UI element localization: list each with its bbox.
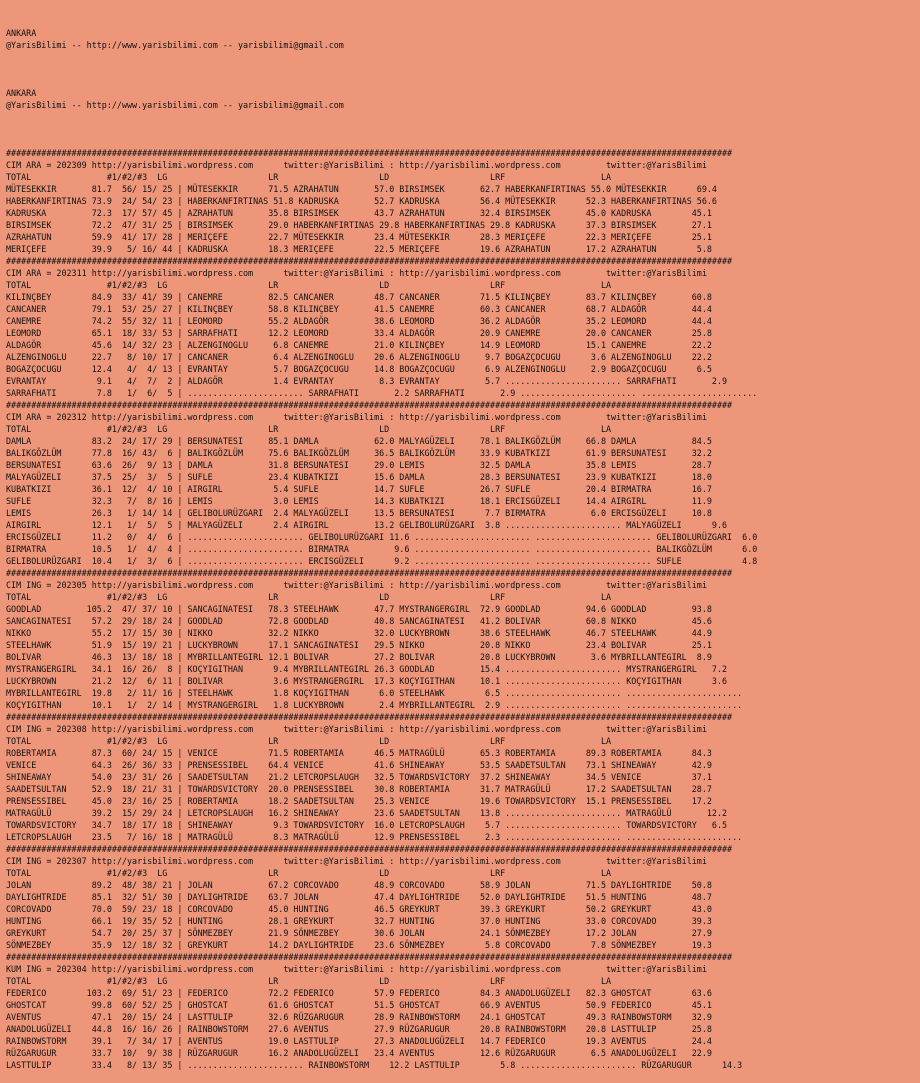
result-row: SARRAFHATI 7.8 1/ 6/ 5 | ....................... SARRAFHATI 2.2 SARRAFHATI 2.9 ....................... ....................... <box>6 388 758 398</box>
result-row: ERCISGÜZELI 11.2 0/ 4/ 6 | ....................... GELIBOLURÜZGARI 11.6 ....................... ....................... GELIBOLURÜZGARI 6.0 <box>6 532 758 542</box>
result-row: GOODLAD 105.2 47/ 37/ 10 | SANCAGINATESI 78.3 STEELHAWK 47.7 MYSTRANGERGIRL 72.9 GOODLAD 94.6 GOODLAD 93.8 <box>6 604 712 614</box>
result-row: TOWARDSVICTORY 34.7 18/ 17/ 18 | SHINEAWAY 9.3 TOWARDSVICTORY 16.0 LETCROPSLAUGH 5.7 ....................... TOWARDSVICTORY 6.5 <box>6 820 728 830</box>
result-row: LEMIS 26.3 1/ 14/ 14 | GELIBOLURÜZGARI 2.4 MALYAGÜZELI 13.5 BERSUNATESI 7.7 BIRMATRA 6.0 ERCISGÜZELI 10.8 <box>6 508 712 518</box>
header-line: @YarisBilimi -- http://www.yarisbilimi.com -- yarisbilimi@gmail.com <box>6 100 344 110</box>
result-row: SHINEAWAY 54.0 23/ 31/ 26 | SAADETSULTAN 21.2 LETCROPSLAUGH 32.5 TOWARDSVICTORY 37.2 SHINEAWAY 34.5 VENICE 37.1 <box>6 772 712 782</box>
result-row: BOLIVAR 46.3 13/ 18/ 18 | MYBRILLANTEGIRL 12.1 BOLIVAR 27.2 BOLIVAR 20.8 LUCKYBROWN 3.6 MYBRILLANTEGIRL 8.9 <box>6 652 712 662</box>
section-title: KUM ING = 202304 http://yarisbilimi.wordpress.com twitter:@YarisBilimi : http://yarisbilimi.wordpress.com twitter:@YarisBilimi <box>6 964 707 974</box>
result-row: SUFLE 32.3 7/ 8/ 16 | LEMIS 3.0 LEMIS 14.3 KUBATKIZI 18.1 ERCISGÜZELI 14.4 AIRGIRL 11.9 <box>6 496 712 506</box>
separator-line: ################################################################################################################################################ <box>6 148 733 158</box>
result-row: BOGAZÇOCUGU 12.4 4/ 4/ 13 | EVRANTAY 5.7 BOGAZÇOCUGU 14.8 BOGAZÇOCUGU 6.9 ALZENGINOGLU 2.9 BOGAZÇOCUGU 6.5 <box>6 364 712 374</box>
result-row: AVENTUS 47.1 20/ 15/ 24 | LASTTULIP 32.6 RÜZGARUGUR 28.9 RAINBOWSTORM 24.1 GHOSTCAT 49.3 RAINBOWSTORM 32.9 <box>6 1012 712 1022</box>
result-row: MALYAGÜZELI 37.5 25/ 3/ 5 | SUFLE 23.4 KUBATKIZI 15.6 DAMLA 28.3 BERSUNATESI 23.9 KUBATKIZI 18.0 <box>6 472 712 482</box>
result-row: KOÇYIGITHAN 10.1 1/ 2/ 14 | MYSTRANGERGIRL 1.8 LUCKYBROWN 2.4 MYBRILLANTEGIRL 2.9 ....................... ....................... <box>6 700 743 710</box>
result-row: MYSTRANGERGIRL 34.1 16/ 26/ 8 | KOÇYIGITHAN 9.4 MYBRILLANTEGIRL 26.3 GOODLAD 15.4 ....................... MYSTRANGERGIRL 7.2 <box>6 664 728 674</box>
result-row: LEOMORD 65.1 18/ 33/ 53 | SARRAFHATI 12.2 LEOMORD 33.4 ALDAGÖR 20.9 CANEMRE 20.0 CANCANER 25.8 <box>6 328 712 338</box>
result-row: PRENSESSIBEL 45.0 23/ 16/ 25 | ROBERTAMIA 18.2 SAADETSULTAN 25.3 VENICE 19.6 TOWARDSVICTORY 15.1 PRENSESSIBEL 17.2 <box>6 796 712 806</box>
result-row: MATRAGÜLÜ 39.2 15/ 29/ 24 | LETCROPSLAUGH 16.2 SHINEAWAY 23.6 SAADETSULTAN 13.8 ....................... MATRAGÜLÜ 12.2 <box>6 808 728 818</box>
race-section <box>6 711 918 843</box>
result-row: LASTTULIP 33.4 8/ 13/ 35 | ....................... RAINBOWSTORM 12.2 LASTTULIP 5.8 ....................... RÜZGARUGUR 14.3 <box>6 1060 743 1070</box>
column-header-row: TOTAL #1/#2/#3 LG LR LD LRF LA <box>6 424 612 434</box>
section-title: CIM ING = 202307 http://yarisbilimi.wordpress.com twitter:@YarisBilimi : http://yarisbilimi.wordpress.com twitter:@YarisBilimi <box>6 856 707 866</box>
result-row: MERIÇEFE 39.9 5/ 16/ 44 | KADRUSKA 18.3 MERIÇEFE 22.5 MERIÇEFE 19.6 AZRAHATUN 17.2 AZRAHATUN 5.8 <box>6 244 712 254</box>
separator-line: ################################################################################################################################################ <box>6 400 733 410</box>
section-title: CIM ING = 202308 http://yarisbilimi.wordpress.com twitter:@YarisBilimi : http://yarisbilimi.wordpress.com twitter:@YarisBilimi <box>6 724 707 734</box>
result-row: KUBATKIZI 36.1 12/ 4/ 10 | AIRGIRL 5.4 SUFLE 14.7 SUFLE 26.7 SUFLE 20.4 BIRMATRA 16.7 <box>6 484 712 494</box>
section-title: CIM ING = 202305 http://yarisbilimi.wordpress.com twitter:@YarisBilimi : http://yarisbilimi.wordpress.com twitter:@YarisBilimi <box>6 580 707 590</box>
result-row: DAYLIGHTRIDE 85.1 32/ 51/ 30 | DAYLIGHTRIDE 63.7 JOLAN 47.4 DAYLIGHTRIDE 52.0 DAYLIGHTRIDE 51.5 HUNTING 48.7 <box>6 892 712 902</box>
separator-line: ################################################################################################################################################ <box>6 844 733 854</box>
column-header-row: TOTAL #1/#2/#3 LG LR LD LRF LA <box>6 976 612 986</box>
result-row: MYBRILLANTEGIRL 19.8 2/ 11/ 16 | STEELHAWK 1.8 KOÇYIGITHAN 6.0 STEELHAWK 6.5 ....................... ....................... <box>6 688 743 698</box>
race-sections <box>6 147 918 1071</box>
header-line: ANKARA <box>6 88 37 98</box>
result-row: CANEMRE 74.2 55/ 32/ 11 | LEOMORD 55.2 ALDAGÖR 38.6 LEOMORD 36.2 ALDAGÖR 35.2 LEOMORD 44.4 <box>6 316 712 326</box>
column-header-row: TOTAL #1/#2/#3 LG LR LD LRF LA <box>6 280 612 290</box>
result-row: BIRSIMSEK 72.2 47/ 31/ 25 | BIRSIMSEK 29.0 HABERKANFIRTINAS 29.8 HABERKANFIRTINAS 29.8 KADRUSKA 37.3 BIRSIMSEK 27.1 <box>6 220 712 230</box>
column-header-row: TOTAL #1/#2/#3 LG LR LD LRF LA <box>6 172 612 182</box>
result-row: VENICE 64.3 26/ 36/ 33 | PRENSESSIBEL 64.4 VENICE 41.6 SHINEAWAY 53.5 SAADETSULTAN 73.1 SHINEAWAY 42.9 <box>6 760 712 770</box>
race-section <box>6 567 918 711</box>
section-title: CIM ARA = 202312 http://yarisbilimi.wordpress.com twitter:@YarisBilimi : http://yarisbilimi.wordpress.com twitter:@YarisBilimi <box>6 412 707 422</box>
race-section <box>6 255 918 399</box>
column-header-row: TOTAL #1/#2/#3 LG LR LD LRF LA <box>6 736 612 746</box>
document-header <box>6 27 918 123</box>
result-row: CANCANER 79.1 53/ 25/ 27 | KILINÇBEY 58.8 KILINÇBEY 41.5 CANEMRE 60.3 CANCANER 68.7 ALDAGÖR 44.4 <box>6 304 712 314</box>
result-row: ANADOLUGÜZELI 44.8 16/ 16/ 26 | RAINBOWSTORM 27.6 AVENTUS 27.9 RÜZGARUGUR 20.8 RAINBOWSTORM 20.8 LASTTULIP 25.8 <box>6 1024 712 1034</box>
separator-line: ################################################################################################################################################ <box>6 256 733 266</box>
blank-line <box>6 63 918 75</box>
result-row: RÜZGARUGUR 33.7 10/ 9/ 38 | RÜZGARUGUR 16.2 ANADOLUGÜZELI 23.4 AVENTUS 12.6 RÜZGARUGUR 6.5 ANADOLUGÜZELI 22.9 <box>6 1048 712 1058</box>
race-section <box>6 147 918 255</box>
result-row: SAADETSULTAN 52.9 18/ 21/ 31 | TOWARDSVICTORY 20.0 PRENSESSIBEL 30.8 ROBERTAMIA 31.7 MATRAGÜLÜ 17.2 SAADETSULTAN 28.7 <box>6 784 712 794</box>
column-header-row: TOTAL #1/#2/#3 LG LR LD LRF LA <box>6 868 612 878</box>
section-title: CIM ARA = 202311 http://yarisbilimi.wordpress.com twitter:@YarisBilimi : http://yarisbilimi.wordpress.com twitter:@YarisBilimi <box>6 268 707 278</box>
result-row: KADRUSKA 72.3 17/ 57/ 45 | AZRAHATUN 35.8 BIRSIMSEK 43.7 AZRAHATUN 32.4 BIRSIMSEK 45.0 KADRUSKA 45.1 <box>6 208 712 218</box>
separator-line: ################################################################################################################################################ <box>6 568 733 578</box>
result-row: SÖNMEZBEY 35.9 12/ 18/ 32 | GREYKURT 14.2 DAYLIGHTRIDE 23.6 SÖNMEZBEY 5.8 CORCOVADO 7.8 SÖNMEZBEY 19.3 <box>6 940 712 950</box>
result-row: BIRMATRA 10.5 1/ 4/ 4 | ....................... BIRMATRA 9.6 ....................... ....................... BALIKGÖZLÜM 6.0 <box>6 544 758 554</box>
text-document <box>6 3 918 1070</box>
result-row: STEELHAWK 51.9 15/ 19/ 21 | LUCKYBROWN 17.1 SANCAGINATESI 29.5 NIKKO 20.8 NIKKO 23.4 BOLIVAR 25.1 <box>6 640 712 650</box>
result-row: JOLAN 89.2 48/ 38/ 21 | JOLAN 67.2 CORCOVADO 48.9 CORCOVADO 58.9 JOLAN 71.5 DAYLIGHTRIDE 50.8 <box>6 880 712 890</box>
column-header-row: TOTAL #1/#2/#3 LG LR LD LRF LA <box>6 592 612 602</box>
result-row: GREYKURT 54.7 20/ 25/ 37 | SÖNMEZBEY 21.9 SÖNMEZBEY 30.6 JOLAN 24.1 SÖNMEZBEY 17.2 JOLAN 27.9 <box>6 928 712 938</box>
blank-line <box>6 51 918 63</box>
result-row: GHOSTCAT 99.8 60/ 52/ 25 | GHOSTCAT 61.6 GHOSTCAT 51.5 GHOSTCAT 66.9 AVENTUS 50.9 FEDERICO 45.1 <box>6 1000 712 1010</box>
result-row: BALIKGÖZLÜM 77.8 16/ 43/ 6 | BALIKGÖZLÜM 75.6 BALIKGÖZLÜM 36.5 BALIKGÖZLÜM 33.9 KUBATKIZI 61.9 BERSUNATESI 32.2 <box>6 448 712 458</box>
section-title: CIM ARA = 202309 http://yarisbilimi.wordpress.com twitter:@YarisBilimi : http://yarisbilimi.wordpress.com twitter:@YarisBilimi <box>6 160 707 170</box>
result-row: DAMLA 83.2 24/ 17/ 29 | BERSUNATESI 85.1 DAMLA 62.0 MALYAGÜZELI 78.1 BALIKGÖZLÜM 66.8 DAMLA 84.5 <box>6 436 712 446</box>
separator-line: ################################################################################################################################################ <box>6 952 733 962</box>
result-row: LUCKYBROWN 21.2 12/ 6/ 11 | BOLIVAR 3.6 MYSTRANGERGIRL 17.3 KOÇYIGITHAN 10.1 ....................... KOÇYIGITHAN 3.6 <box>6 676 728 686</box>
race-section <box>6 951 918 1071</box>
result-row: ROBERTAMIA 87.3 60/ 24/ 15 | VENICE 71.5 ROBERTAMIA 46.5 MATRAGÜLÜ 65.3 ROBERTAMIA 89.3 ROBERTAMIA 84.3 <box>6 748 712 758</box>
result-row: MÜTESEKKIR 81.7 56/ 15/ 25 | MÜTESEKKIR 71.5 AZRAHATUN 57.0 BIRSIMSEK 62.7 HABERKANFIRTINAS 55.0 MÜTESEKKIR 69.4 <box>6 184 717 194</box>
blank-line <box>6 111 918 123</box>
result-row: EVRANTAY 9.1 4/ 7/ 2 | ALDAGÖR 1.4 EVRANTAY 8.3 EVRANTAY 5.7 ....................... SARRAFHATI 2.9 <box>6 376 728 386</box>
result-row: BERSUNATESI 63.6 26/ 9/ 13 | DAMLA 31.8 BERSUNATESI 29.0 LEMIS 32.5 DAMLA 35.8 LEMIS 28.7 <box>6 460 712 470</box>
result-row: ALZENGINOGLU 22.7 8/ 10/ 17 | CANCANER 6.4 ALZENGINOGLU 20.6 ALZENGINOGLU 9.7 BOGAZÇOCUGU 3.6 ALZENGINOGLU 22.2 <box>6 352 712 362</box>
result-row: RAINBOWSTORM 39.1 7/ 34/ 17 | AVENTUS 19.0 LASTTULIP 27.3 ANADOLUGÜZELI 14.7 FEDERICO 19.3 AVENTUS 24.4 <box>6 1036 712 1046</box>
race-section <box>6 399 918 567</box>
result-row: GELIBOLURÜZGARI 10.4 1/ 3/ 6 | ....................... ERCISGÜZELI 9.2 ....................... ....................... SUFLE 4.8 <box>6 556 758 566</box>
result-row: SANCAGINATESI 57.2 29/ 18/ 24 | GOODLAD 72.8 GOODLAD 40.8 SANCAGINATESI 41.2 BOLIVAR 60.8 NIKKO 45.6 <box>6 616 712 626</box>
blank-line <box>6 75 918 87</box>
result-row: AIRGIRL 12.1 1/ 5/ 5 | MALYAGÜZELI 2.4 AIRGIRL 13.2 GELIBOLURÜZGARI 3.8 ....................... MALYAGÜZELI 9.6 <box>6 520 728 530</box>
result-row: CORCOVADO 70.0 59/ 23/ 18 | CORCOVADO 45.0 HUNTING 46.5 GREYKURT 39.3 GREYKURT 50.2 GREYKURT 43.0 <box>6 904 712 914</box>
result-row: AZRAHATUN 59.9 41/ 17/ 28 | MERIÇEFE 22.7 MÜTESEKKIR 23.4 MÜTESEKKIR 28.3 MERIÇEFE 22.3 MERIÇEFE 25.1 <box>6 232 712 242</box>
result-row: LETCROPSLAUGH 23.5 7/ 16/ 18 | MATRAGÜLÜ 8.3 MATRAGÜLÜ 12.9 PRENSESSIBEL 2.3 ....................... ....................... <box>6 832 743 842</box>
separator-line: ################################################################################################################################################ <box>6 712 733 722</box>
result-row: FEDERICO 103.2 69/ 51/ 23 | FEDERICO 72.2 FEDERICO 57.9 FEDERICO 84.3 ANADOLUGÜZELI 82.3 GHOSTCAT 63.6 <box>6 988 712 998</box>
header-line: ANKARA <box>6 28 37 38</box>
result-row: NIKKO 55.2 17/ 15/ 30 | NIKKO 32.2 NIKKO 32.0 LUCKYBROWN 38.6 STEELHAWK 46.7 STEELHAWK 44.9 <box>6 628 712 638</box>
header-line: @YarisBilimi -- http://www.yarisbilimi.com -- yarisbilimi@gmail.com <box>6 40 344 50</box>
result-row: KILINÇBEY 84.9 33/ 41/ 39 | CANEMRE 82.5 CANCANER 48.7 CANCANER 71.5 KILINÇBEY 83.7 KILINÇBEY 60.8 <box>6 292 712 302</box>
result-row: HUNTING 66.1 19/ 35/ 52 | HUNTING 28.1 GREYKURT 32.7 HUNTING 37.0 HUNTING 33.0 CORCOVADO 39.3 <box>6 916 712 926</box>
result-row: ALDAGÖR 45.6 14/ 32/ 23 | ALZENGINOGLU 6.8 CANEMRE 21.0 KILINÇBEY 14.9 LEOMORD 15.1 CANEMRE 22.2 <box>6 340 712 350</box>
result-row: HABERKANFIRTINAS 73.9 24/ 54/ 23 | HABERKANFIRTINAS 51.8 KADRUSKA 52.7 KADRUSKA 56.4 MÜTESEKKIR 52.3 HABERKANFIRTINAS 56.6 <box>6 196 717 206</box>
race-section <box>6 843 918 951</box>
